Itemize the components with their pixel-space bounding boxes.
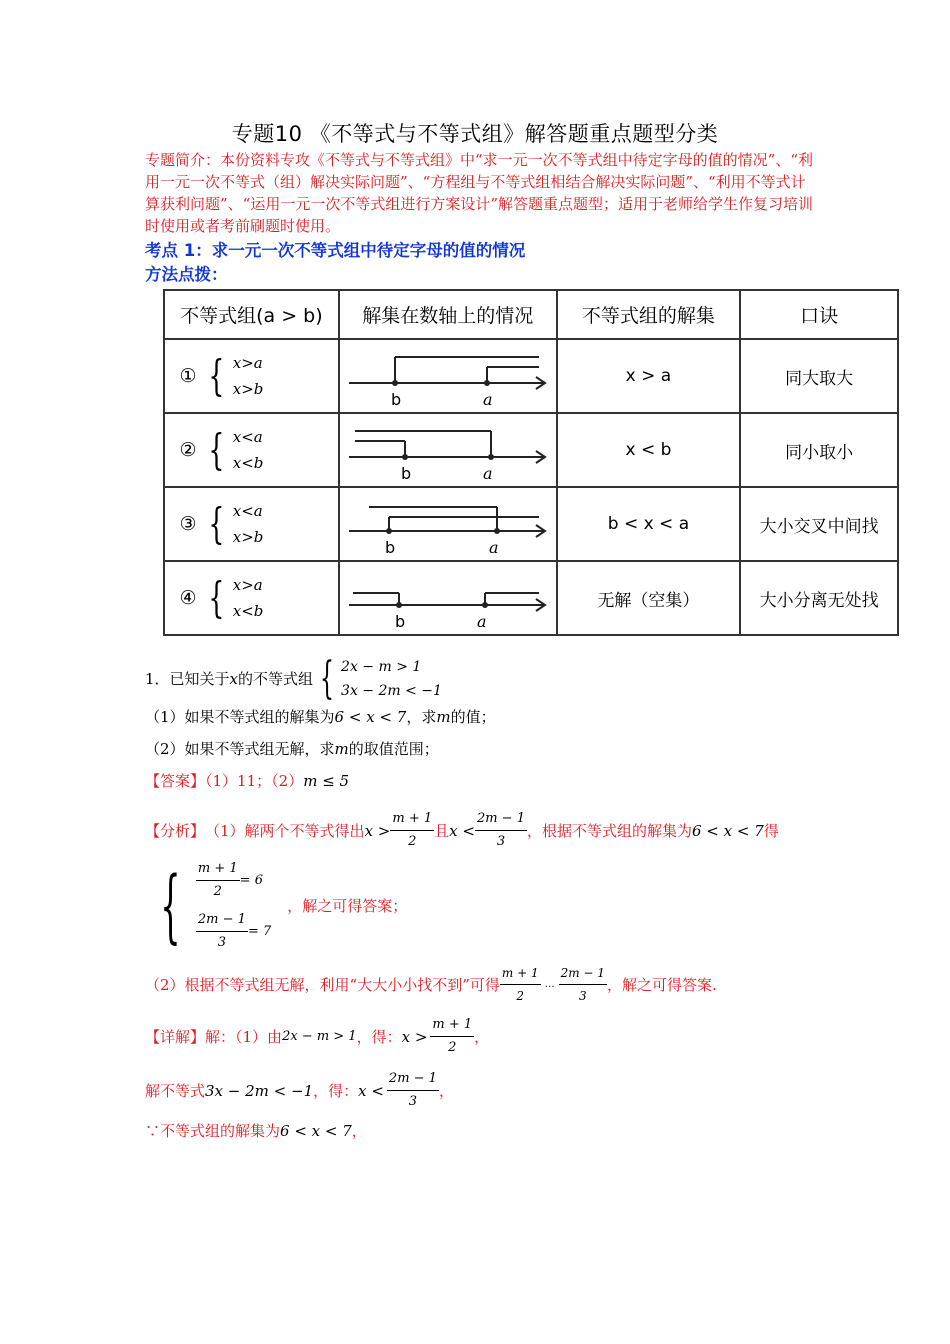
analysis-set: 6 < x < 7 (691, 821, 764, 840)
detail-label: 【详解】 (145, 1027, 206, 1046)
rhyme-cell: 同大取大 (740, 339, 898, 413)
fraction: $\frac{2m - 1}{3}$ (387, 1068, 439, 1113)
q1-set: 6 < x < 7 (334, 708, 407, 726)
number-line-diagram (343, 563, 553, 633)
sys-rhs-2: = 7 (247, 923, 272, 939)
fraction: $\frac{m + 1}{2}$ (390, 808, 434, 853)
analysis-2-text: （2）根据不等式组无解，利用“大大小小找不到”可得 (145, 975, 500, 994)
detail-text-2: ，得： (356, 1027, 402, 1046)
analysis-text-3: 得 (763, 821, 779, 840)
number-line-cell (339, 413, 557, 487)
rhyme-cell: 大小交叉中间找 (740, 487, 898, 561)
section-heading: 考点 1：求一元一次不等式组中待定字母的值的情况 (145, 241, 526, 260)
number-line-cell (339, 487, 557, 561)
stem-text: 1．已知关于 (145, 670, 230, 688)
analysis-line (145, 808, 779, 853)
question-2 (145, 738, 439, 760)
page-title: 专题10 《不等式与不等式组》解答题重点题型分类 (231, 122, 719, 146)
point-a (494, 528, 500, 534)
label-b: b (390, 390, 401, 409)
brace-icon: { (160, 859, 181, 952)
solution-cell: x < b (557, 413, 741, 487)
analysis-line-2 (145, 962, 717, 1007)
analysis-system (145, 858, 407, 954)
detail-line-1 (145, 1014, 489, 1059)
table-header-row (164, 290, 898, 339)
inequality-1: x<a (232, 428, 263, 446)
number-line-cell (339, 561, 557, 635)
header-rhyme: 口诀 (740, 290, 898, 339)
answer-text: （1）11；（2） (205, 772, 304, 790)
detail-2-text: 解不等式 (145, 1081, 206, 1100)
header-solution: 不等式组的解集 (557, 290, 741, 339)
detail-2-x: x < (358, 1081, 384, 1100)
detail-2-math: 3x − 2m < −1 (205, 1081, 314, 1100)
answer-math: m ≤ 5 (303, 772, 350, 790)
detail-comma: ， (474, 1027, 490, 1046)
analysis-and: 且 (434, 821, 450, 840)
q1-text: （1）如果不等式组的解集为 (145, 708, 335, 726)
system-cell (164, 413, 339, 487)
solution-cell: 无解（空集） (557, 561, 741, 635)
analysis-2-op: … (544, 978, 555, 990)
detail-math: 2x − m > 1 (282, 1028, 357, 1044)
fraction: $\frac{2m - 1}{3}$ (196, 909, 248, 954)
number-line-cell (339, 339, 557, 413)
analysis-text-2: ，根据不等式组的解集为 (526, 821, 692, 840)
sys-rhs-1: = 6 (239, 872, 263, 888)
system-cell (164, 339, 339, 413)
q1-var: m (436, 708, 451, 726)
row-number: ③ (179, 513, 197, 535)
brace-icon: { (208, 425, 225, 474)
stem-text-2: 的不等式组 (238, 670, 314, 688)
rules-table (163, 289, 899, 636)
label-b: b (400, 464, 411, 483)
label-b: b (384, 538, 395, 557)
fraction: $\frac{2m - 1}{3}$ (475, 808, 527, 853)
detail-text: 解：（1）由 (205, 1027, 283, 1046)
point-b (392, 380, 398, 386)
number-line-diagram (343, 415, 553, 485)
point-a (488, 454, 494, 460)
detail-3-math: 6 < x < 7 (280, 1122, 352, 1140)
q2-text: （2）如果不等式组无解，求 (145, 740, 335, 758)
brace-icon: { (320, 653, 335, 704)
inequality-2: x>b (232, 380, 264, 398)
header-numberline: 解集在数轴上的情况 (339, 290, 557, 339)
rhyme-cell: 同小取小 (740, 413, 898, 487)
row-number: ① (179, 365, 197, 387)
table-row (164, 413, 898, 487)
fraction: $\frac{m + 1}{2}$ (430, 1014, 474, 1059)
fraction: $\frac{m + 1}{2}$ (500, 962, 541, 1007)
system-eq-2: 3x − 2m < −1 (341, 683, 442, 699)
solution-cell: x > a (557, 339, 741, 413)
point-b (402, 454, 408, 460)
stem-var: x (229, 670, 239, 688)
header-system: 不等式组(a > b) (164, 290, 339, 339)
question-1 (145, 706, 496, 728)
analysis-text: （1）解两个不等式得出 (205, 821, 365, 840)
q2-text-2: 的取值范围； (348, 740, 439, 758)
system-cell (164, 561, 339, 635)
inequality-1: x>a (232, 576, 263, 594)
label-a: a (482, 390, 493, 409)
detail-line-2 (145, 1068, 454, 1113)
problem-stem (145, 655, 442, 703)
fraction: $\frac{2m - 1}{3}$ (559, 962, 607, 1007)
brace-icon: { (208, 351, 225, 400)
inequality-2: x<b (232, 602, 264, 620)
table-row (164, 561, 898, 635)
detail-2-text-2: ，得： (313, 1081, 359, 1100)
number-line-diagram (343, 341, 553, 411)
fraction: $\frac{m + 1}{2}$ (196, 858, 240, 903)
detail-x: x > (401, 1027, 428, 1046)
detail-line-3 (145, 1120, 367, 1142)
detail-3-text: ∵不等式组的解集为 (145, 1122, 281, 1140)
q1-text-3: 的值； (450, 708, 496, 726)
point-a (482, 602, 488, 608)
analysis-label: 【分析】 (145, 821, 206, 840)
brace-icon: { (208, 573, 225, 622)
label-a: a (482, 464, 493, 483)
analysis-x2: x < (449, 821, 475, 840)
analysis-text-4: ，解之可得答案； (287, 897, 408, 915)
row-number: ② (179, 439, 197, 461)
q2-var: m (334, 740, 349, 758)
point-a (484, 380, 490, 386)
analysis-x1: x > (364, 821, 391, 840)
answer-line (145, 770, 349, 792)
inequality-2: x<b (232, 454, 264, 472)
inequality-2: x>b (232, 528, 264, 546)
rhyme-cell: 大小分离无处找 (740, 561, 898, 635)
label-b: b (394, 612, 405, 631)
answer-label: 【答案】 (145, 772, 206, 790)
brace-icon: { (208, 499, 225, 548)
q1-text-2: ，求 (406, 708, 437, 726)
inequality-1: x>a (232, 354, 263, 372)
intro-text: 专题简介：本份资料专攻《不等式与不等式组》中“求一元一次不等式组中待定字母的值的情况”、“利用一元一次不等式（组）解决实际问题”、“方程组与不等式组相结合解决实际问题”、“利用不等式计算获利问题”、“运用一元一次不等式组进行方案设计”解答题重点题型；适用于老师给学生作复习培训时使用或者考前刷题时使用。 (145, 151, 814, 235)
detail-3-comma: ， (351, 1122, 367, 1140)
label-a: a (488, 538, 499, 557)
point-b (396, 602, 402, 608)
label-a: a (476, 612, 487, 631)
detail-2-comma: ， (438, 1081, 454, 1100)
table-row (164, 487, 898, 561)
method-heading: 方法点拨： (145, 265, 228, 284)
inequality-1: x<a (232, 502, 263, 520)
point-b (386, 528, 392, 534)
number-line-diagram (343, 489, 553, 559)
system-eq-1: 2x − m > 1 (341, 659, 422, 675)
row-number: ④ (179, 587, 197, 609)
system-cell (164, 487, 339, 561)
solution-cell: b < x < a (557, 487, 741, 561)
table-row (164, 339, 898, 413)
analysis-2-text-2: ，解之可得答案. (606, 975, 717, 994)
